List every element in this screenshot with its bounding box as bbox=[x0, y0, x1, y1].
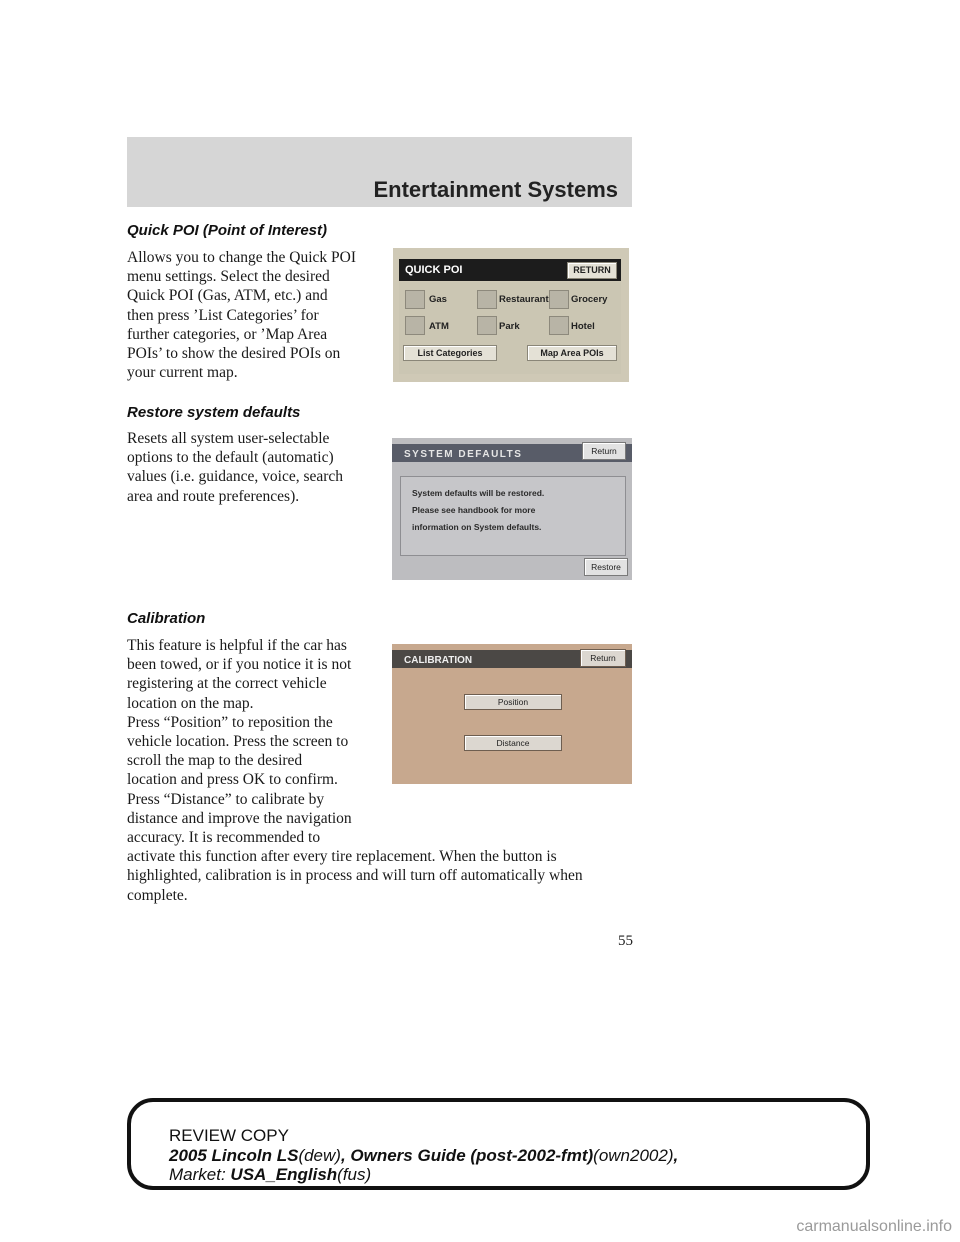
gas-checkbox[interactable] bbox=[405, 290, 425, 309]
header-band bbox=[127, 137, 632, 207]
text-line: Allows you to change the Quick POI bbox=[127, 249, 357, 266]
text-line: then press ’List Categories’ for bbox=[127, 306, 319, 324]
review-copy-box bbox=[127, 1098, 870, 1190]
text-line: further categories, or ’Map Area bbox=[127, 325, 328, 343]
guide-name: , Owners Guide (post-2002-fmt) bbox=[340, 1146, 594, 1165]
list-categories-button[interactable]: List Categories bbox=[403, 345, 497, 361]
market-label: Market: bbox=[169, 1165, 226, 1184]
system-defaults-screen bbox=[392, 438, 632, 580]
text-line: registering at the correct vehicle bbox=[127, 675, 327, 693]
poi-grid bbox=[399, 282, 621, 374]
text-line: POIs’ to show the desired POIs on bbox=[127, 345, 341, 363]
return-button[interactable]: Return bbox=[580, 649, 626, 667]
text-line: Quick POI (Gas, ATM, etc.) and bbox=[127, 287, 328, 305]
message-line: System defaults will be restored. bbox=[412, 488, 545, 498]
restaurant-label: Restaurant bbox=[499, 294, 549, 305]
return-button[interactable]: RETURN bbox=[567, 262, 617, 279]
atm-checkbox[interactable] bbox=[405, 316, 425, 335]
text-line: activate this function after every tire replacement. When the button is bbox=[127, 848, 557, 866]
text-line: Press “Distance” to calibrate by bbox=[127, 790, 325, 808]
message-line: Please see handbook for more bbox=[412, 505, 536, 515]
restaurant-checkbox[interactable] bbox=[477, 290, 497, 309]
text-line: complete. bbox=[127, 886, 188, 904]
text-line: scroll the map to the desired bbox=[127, 752, 303, 770]
model-name: 2005 Lincoln LS bbox=[169, 1146, 299, 1165]
map-area-pois-button[interactable]: Map Area POIs bbox=[527, 345, 617, 361]
position-button[interactable]: Position bbox=[464, 694, 562, 710]
park-label: Park bbox=[499, 321, 520, 332]
quick-poi-text bbox=[127, 248, 356, 382]
section-title: Entertainment Systems bbox=[373, 177, 618, 202]
screen-title: SYSTEM DEFAULTS bbox=[404, 449, 523, 460]
review-copy-label: REVIEW COPY bbox=[169, 1126, 289, 1145]
guide-code: (own2002) bbox=[593, 1146, 674, 1165]
text-line: vehicle location. Press the screen to bbox=[127, 733, 349, 751]
grocery-label: Grocery bbox=[571, 294, 608, 305]
market-code: (fus) bbox=[337, 1165, 372, 1184]
quick-poi-heading: Quick POI (Point of Interest) bbox=[127, 222, 328, 239]
calibration-heading: Calibration bbox=[127, 610, 206, 627]
text-line: location on the map. bbox=[127, 694, 254, 712]
text-line: been towed, or if you notice it is not bbox=[127, 656, 352, 674]
restore-heading: Restore system defaults bbox=[127, 404, 301, 421]
text-line: distance and improve the navigation bbox=[127, 809, 352, 827]
page-number: 55 bbox=[618, 933, 633, 949]
screen-title: CALIBRATION bbox=[404, 655, 473, 666]
park-checkbox[interactable] bbox=[477, 316, 497, 335]
text-line: area and route preferences). bbox=[127, 487, 300, 505]
text-line: highlighted, calibration is in process and will turn off automatically when bbox=[127, 867, 583, 885]
market-value: USA_English bbox=[230, 1165, 338, 1184]
watermark: carmanualsonline.info bbox=[796, 1218, 952, 1235]
hotel-label: Hotel bbox=[571, 321, 595, 332]
text-line: options to the default (automatic) bbox=[127, 449, 334, 467]
text-line: location and press OK to confirm. bbox=[127, 771, 338, 789]
restore-text bbox=[127, 429, 343, 506]
text-line: This feature is helpful if the car has bbox=[127, 637, 347, 654]
distance-button[interactable]: Distance bbox=[464, 735, 562, 751]
atm-label: ATM bbox=[429, 321, 449, 332]
gas-label: Gas bbox=[429, 294, 447, 305]
text-line: menu settings. Select the desired bbox=[127, 268, 330, 286]
message-line: information on System defaults. bbox=[412, 522, 542, 532]
comma: , bbox=[673, 1146, 679, 1165]
text-line: your current map. bbox=[127, 364, 238, 382]
text-line: Resets all system user-selectable bbox=[127, 430, 330, 447]
text-line: Press “Position” to reposition the bbox=[127, 713, 333, 731]
footer-model-line bbox=[169, 1146, 678, 1166]
calibration-screen bbox=[392, 644, 632, 784]
grocery-checkbox[interactable] bbox=[549, 290, 569, 309]
restore-button[interactable]: Restore bbox=[584, 558, 628, 576]
quick-poi-screen bbox=[393, 248, 629, 382]
hotel-checkbox[interactable] bbox=[549, 316, 569, 335]
model-code: (dew) bbox=[298, 1146, 341, 1165]
screen-title: QUICK POI bbox=[405, 264, 463, 276]
text-line: values (i.e. guidance, voice, search bbox=[127, 468, 344, 486]
footer-market-line bbox=[169, 1165, 371, 1185]
text-line: accuracy. It is recommended to bbox=[127, 829, 321, 847]
return-button[interactable]: Return bbox=[582, 442, 626, 460]
